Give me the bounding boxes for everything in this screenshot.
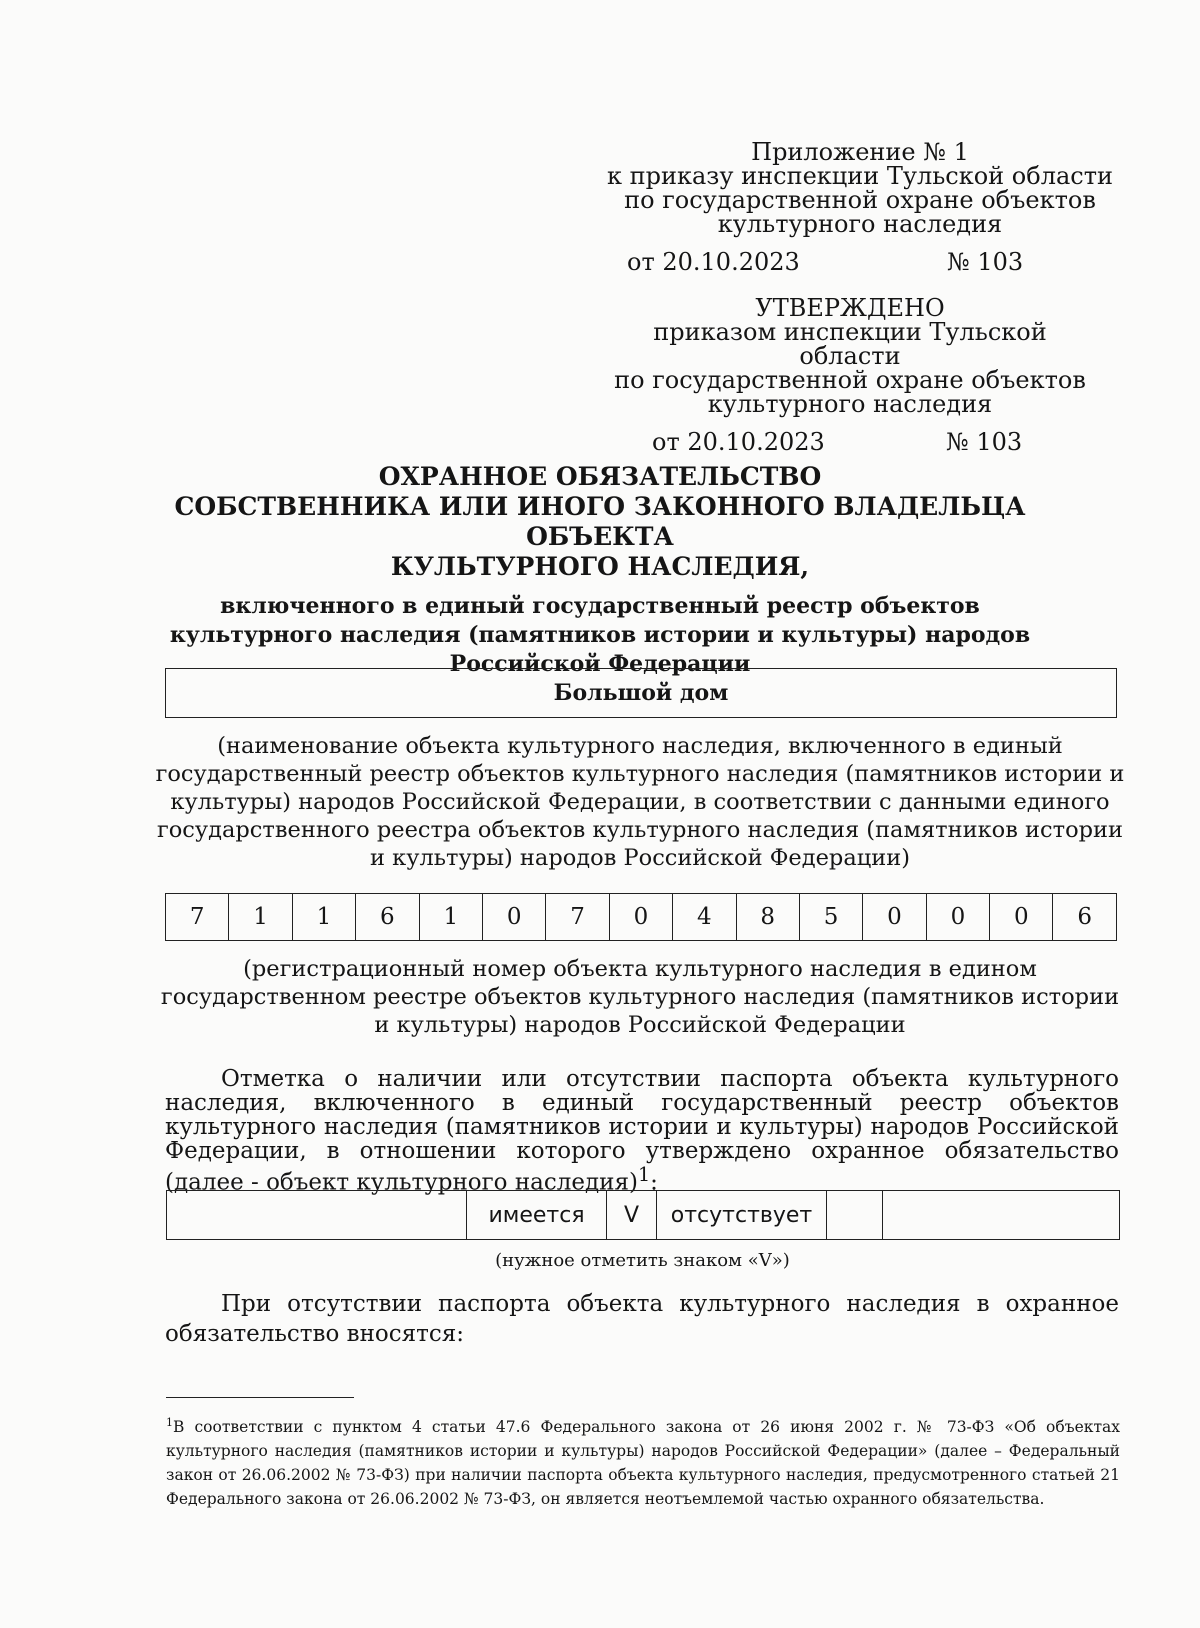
passport-text: Отметка о наличии или отсутствии паспорта объекта культурного наследия, включенного в единый государственный реестр объектов культурного наследия (памятников истории и культуры) народов Российской Федерации, в отношении которого утверждено охранное обязательство (далее - объект культурного наследия) — [165, 1066, 1119, 1196]
registration-number-table — [165, 893, 1117, 941]
registration-digit-cell: 0 — [863, 894, 926, 941]
object-name-caption: (наименование объекта культурного наследия, включенного в единый государственный реестр объектов культурного наследия (памятников истории и культуры) народов Российской Федерации, в соответствии с данными единого государственного реестра объектов культурного наследия (памятников истории и культуры) народов Российской Федерации) — [155, 733, 1125, 871]
registration-digit-cell: 6 — [356, 894, 419, 941]
registration-digit-cell: 5 — [799, 894, 862, 941]
passport-footnote-mark: 1 — [637, 1163, 651, 1186]
registration-digit-cell: 7 — [546, 894, 609, 941]
approved-dateline — [610, 422, 1090, 462]
footnote-divider — [166, 1397, 354, 1398]
passport-trailing: : — [650, 1169, 658, 1196]
title-subtitle: включенного в единый государственный реестр объектов культурного наследия (памятников истории и культуры) народов Российской Федерации — [169, 593, 1031, 677]
appendix-number: № 103 — [947, 248, 1024, 276]
no-passport-mark-cell[interactable] — [827, 1191, 883, 1240]
title-line-3: КУЛЬТУРНОГО НАСЛЕДИЯ, — [390, 552, 810, 581]
appendix-header — [600, 140, 1120, 282]
footnote-mark: 1 — [166, 1416, 173, 1429]
passport-blank-cell — [167, 1191, 467, 1240]
registration-digit-cell: 4 — [673, 894, 736, 941]
title-line-1: ОХРАННОЕ ОБЯЗАТЕЛЬСТВО — [378, 462, 822, 491]
registration-digit-cell: 0 — [609, 894, 672, 941]
passport-note: (нужное отметить знаком «V») — [495, 1250, 790, 1271]
appendix-dateline — [600, 242, 1120, 282]
has-passport-label: имеется — [467, 1191, 607, 1240]
appendix-line-1: Приложение № 1 — [751, 138, 969, 166]
approved-date: от 20.10.2023 — [652, 428, 825, 456]
registration-digit-cell: 0 — [926, 894, 989, 941]
title-line-2: СОБСТВЕННИКА ИЛИ ИНОГО ЗАКОННОГО ВЛАДЕЛЬЦА ОБЪЕКТА — [174, 492, 1026, 551]
registration-number-row — [166, 894, 1117, 941]
appendix-line-4: культурного наследия — [717, 210, 1003, 238]
approval-block — [610, 296, 1090, 462]
no-passport-label: отсутствует — [657, 1191, 827, 1240]
object-name-box — [165, 668, 1117, 718]
approved-line-1: приказом инспекции Тульской области — [653, 318, 1047, 370]
appendix-date: от 20.10.2023 — [627, 248, 800, 276]
absence-paragraph: При отсутствии паспорта объекта культурного наследия в охранное обязательство вносятся: — [165, 1291, 1119, 1347]
approved-line-2: по государственной охране объектов — [614, 366, 1086, 394]
appendix-line-2: к приказу инспекции Тульской области — [607, 162, 1113, 190]
passport-trailing-cell — [883, 1191, 1120, 1240]
registration-digit-cell: 6 — [1053, 894, 1117, 941]
approved-number: № 103 — [946, 428, 1023, 456]
approved-line-3: культурного наследия — [707, 390, 993, 418]
footnote — [166, 1411, 1120, 1511]
has-passport-mark-cell[interactable]: V — [607, 1191, 657, 1240]
passport-mark-row — [167, 1191, 1120, 1240]
passport-paragraph — [165, 1067, 1119, 1195]
approved-heading: УТВЕРЖДЕНО — [755, 294, 945, 322]
registration-number-caption: (регистрационный номер объекта культурного наследия в едином государственном реестре объектов культурного наследия (памятников истории и культуры) народов Российской Федерации — [160, 956, 1120, 1038]
registration-digit-cell: 1 — [292, 894, 355, 941]
registration-digit-cell: 8 — [736, 894, 799, 941]
registration-digit-cell: 0 — [482, 894, 545, 941]
footnote-text: В соответствии с пунктом 4 статьи 47.6 Федерального закона от 26 июня 2002 г. № 73-ФЗ «Об объектах культурного наследия (памятников истории и культуры) народов Российской Федерации» (далее – Федеральный закон от 26.06.2002 № 73-ФЗ) при наличии паспорта объекта культурного наследия, предусмотренного статьей 21 Федерального закона от 26.06.2002 № 73-ФЗ, он является неотъемлемой частью охранного обязательства. — [166, 1418, 1120, 1509]
passport-mark-table — [166, 1190, 1120, 1240]
appendix-line-3: по государственной охране объектов — [624, 186, 1096, 214]
registration-digit-cell: 7 — [166, 894, 229, 941]
object-name: Большой дом — [553, 680, 729, 706]
registration-digit-cell: 1 — [229, 894, 292, 941]
registration-digit-cell: 0 — [990, 894, 1053, 941]
document-title — [150, 462, 1050, 679]
registration-digit-cell: 1 — [419, 894, 482, 941]
